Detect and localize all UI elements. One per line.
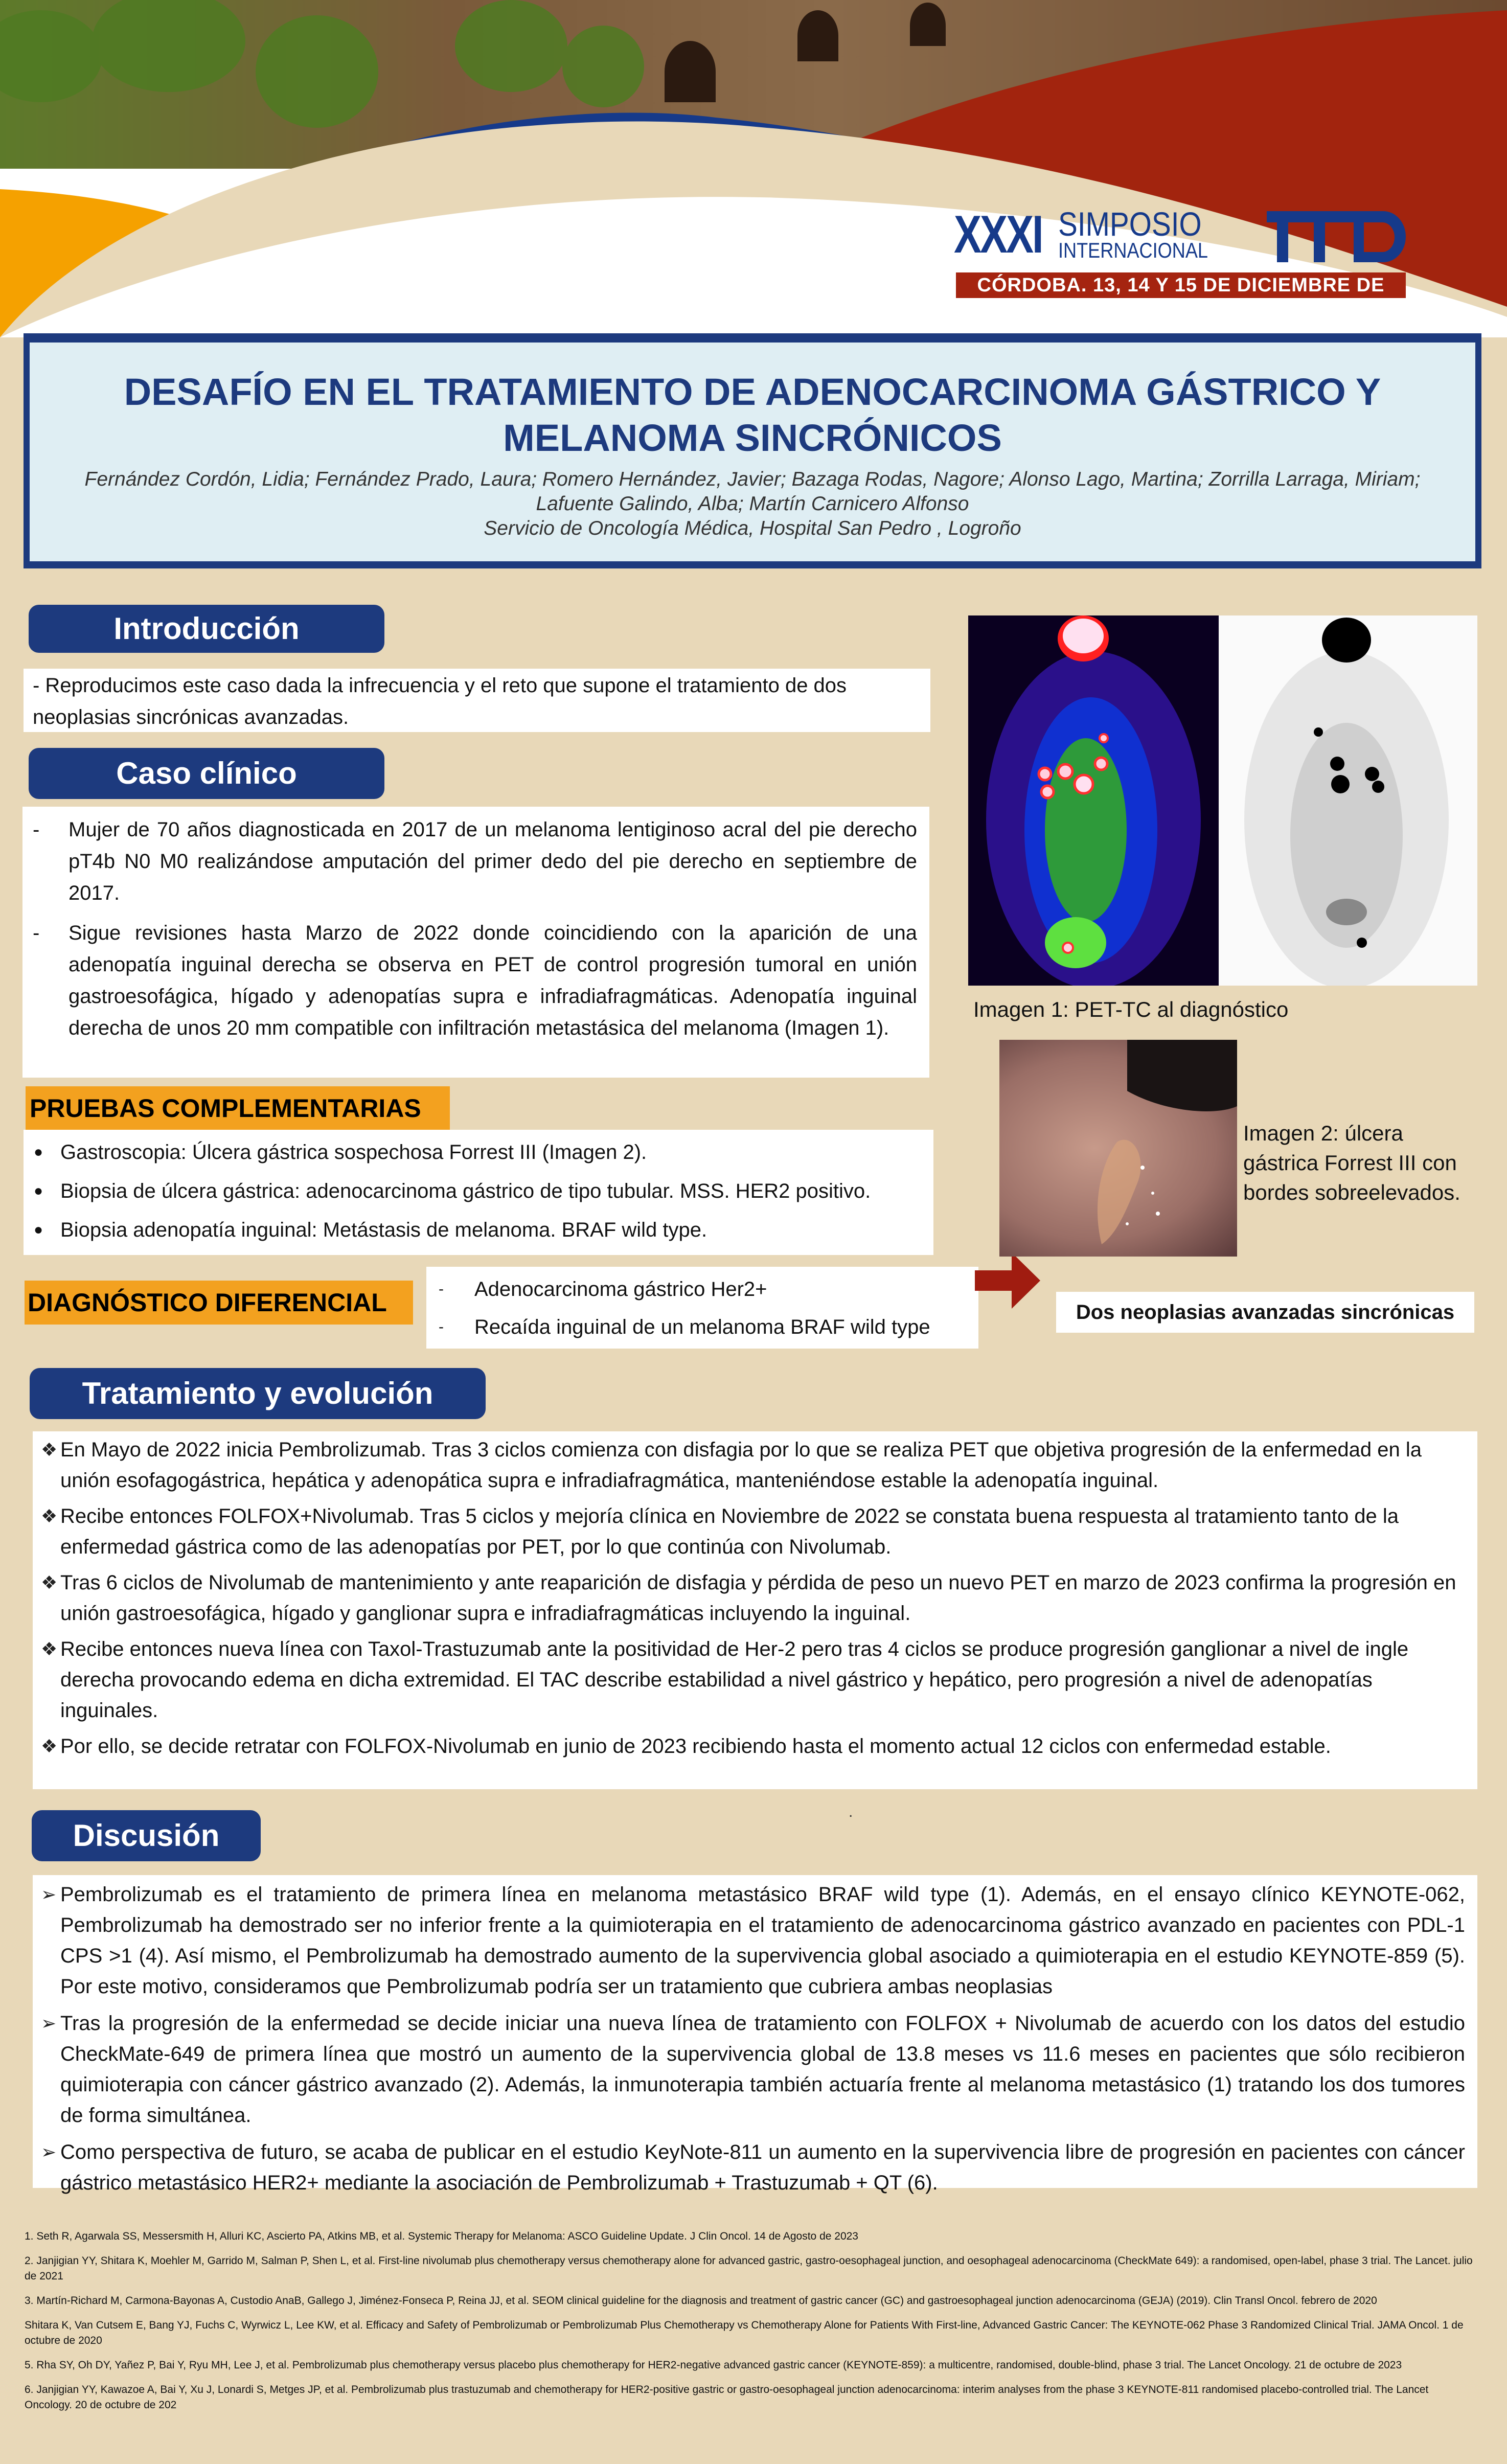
arrowhead-bullet-icon: ➢: [41, 2141, 57, 2162]
dash-marker: -: [439, 1281, 444, 1297]
authors: Fernández Cordón, Lidia; Fernández Prado, Laura; Romero Hernández, Javier; Bazaga Rodas, Nagore; Alonso Lago, Martina; Zorrilla Larraga, Miriam; Lafuente Galindo, Alba; Martín Carnicero Alfonso: [84, 468, 1421, 515]
bullet-icon: ●: [34, 1182, 43, 1199]
introduccion-text: - Reproducimos este caso dada la infrecuencia y el reto que supone el tratamiento de dos neoplasias sincrónicas avanzadas.: [33, 674, 847, 728]
pruebas-item: [34, 1137, 926, 1168]
stray-mark: .: [849, 1804, 853, 1820]
diagnostico-conclusion: Dos neoplasias avanzadas sincrónicas: [1056, 1292, 1474, 1333]
diagnostico-heading: DIAGNÓSTICO DIFERENCIAL: [25, 1281, 413, 1325]
bullet-icon: ●: [34, 1221, 43, 1238]
section-heading-introduccion: Introducción: [29, 605, 384, 653]
tratamiento-item: [41, 1731, 1470, 1762]
caso-item: [33, 917, 917, 1044]
diamond-bullet-icon: ❖: [41, 1638, 58, 1659]
caso-item-text: Sigue revisiones hasta Marzo de 2022 donde coincidiendo con la aparición de una adenopatía inguinal derecha se observa en PET de control progresión tumoral en unión gastroesofágica, hígado y adenopatías supra e infradiafragmáticas. Adenopatía inguinal derecha de unos 20 mm compatible con infiltración metastásica del melanoma (Imagen 1).: [68, 922, 917, 1039]
logo-line2: INTERNACIONAL: [1058, 238, 1208, 262]
tratamiento-item: [41, 1501, 1470, 1562]
caso-clinico-box: [22, 807, 929, 1078]
discusion-item: [41, 2008, 1465, 2131]
pet-color-image: [968, 615, 1219, 986]
endoscopy-scan: [999, 1040, 1237, 1257]
image1-caption: Imagen 1: PET-TC al diagnóstico: [973, 997, 1289, 1021]
arrow-right-icon: [975, 1247, 1041, 1314]
pruebas-heading: PRUEBAS COMPLEMENTARIAS: [26, 1086, 450, 1130]
discusion-box: [33, 1875, 1477, 2194]
logo-numeral: XXXI: [954, 205, 1042, 264]
symposium-logo: [954, 202, 1414, 322]
tratamiento-item: [41, 1634, 1470, 1726]
diamond-bullet-icon: ❖: [41, 1736, 58, 1756]
diamond-bullet-icon: ❖: [41, 1439, 58, 1460]
discusion-item-text: Como perspectiva de futuro, se acaba de publicar en el estudio KeyNote-811 un aumento en la supervivencia libre de progresión en pacientes con cáncer gástrico metastásico HER2+ mediante la asociación de Pembrolizumab + Trastuzumab + QT (6).: [60, 2141, 1465, 2194]
diamond-bullet-icon: ❖: [41, 1572, 58, 1593]
dash-marker: -: [33, 922, 40, 944]
tratamiento-item-text: Tras 6 ciclos de Nivolumab de mantenimiento y ante reaparición de disfagia y pérdida de peso un nuevo PET en marzo de 2023 confirma la progresión en unión gastroesofágica, hígado y ganglionar supra e infradiafragmáticas incluyendo la inguinal.: [60, 1571, 1456, 1625]
pet-grayscale-image: [1219, 615, 1477, 986]
reference-item: 5. Rha SY, Oh DY, Yañez P, Bai Y, Ryu MH, Lee J, et al. Pembrolizumab plus chemotherapy versus placebo plus chemotherapy for HER2-negative advanced gastric cancer (KEYNOTE-859): a multicentre, randomised, double-blind, phase 3 trial. The Lancet Oncology. 21 de octubre de 2023: [25, 2359, 1402, 2371]
pruebas-item: [34, 1176, 926, 1206]
arrowhead-bullet-icon: ➢: [41, 1884, 57, 1905]
reference-item: 3. Martín-Richard M, Carmona-Bayonas A, Custodio AnaB, Gallego J, Jiménez-Fonseca P, Reina JJ, et al. SEOM clinical guideline for the diagnosis and treatment of gastric cancer (GC) and gastroesophageal junction adenocarcinoma (GEJA) (2019). Clin Transl Oncol. febrero de 2020: [25, 2295, 1377, 2307]
dash-marker: -: [33, 818, 40, 841]
pruebas-item-text: Gastroscopia: Úlcera gástrica sospechosa Forrest III (Imagen 2).: [60, 1141, 647, 1163]
pet-grayscale-scan: [1219, 615, 1477, 986]
introduccion-box: [24, 669, 930, 732]
poster-header: [0, 0, 1507, 337]
bullet-icon: ●: [34, 1144, 43, 1160]
tratamiento-item-text: Por ello, se decide retratar con FOLFOX-Nivolumab en junio de 2023 recibiendo hasta el momento actual 12 ciclos con enfermedad estable.: [60, 1735, 1331, 1758]
tratamiento-item-text: Recibe entonces nueva línea con Taxol-Trastuzumab ante la positividad de Her-2 pero tras 4 ciclos se produce progresión ganglionar a nivel de ingle derecha provocando edema en dicha extremidad. El TAC describe estabilidad a nivel gástrico y hepático, pero progresión a nivel de adenopatías inguinales.: [60, 1638, 1409, 1722]
references-list: [25, 2229, 1476, 2422]
ttd-logo-mark: [1267, 211, 1408, 262]
diagnostico-item-text: Recaída inguinal de un melanoma BRAF wild type: [474, 1316, 930, 1338]
dash-marker: -: [439, 1318, 444, 1335]
diagnostico-item: [439, 1312, 978, 1342]
pruebas-item-text: Biopsia adenopatía inguinal: Metástasis de melanoma. BRAF wild type.: [60, 1219, 707, 1241]
discusion-item-text: Pembrolizumab es el tratamiento de primera línea en melanoma metastásico BRAF wild type (1). Además, en el ensayo clínico KEYNOTE-062, Pembrolizumab ha demostrado ser no inferior frente a la quimioterapia en el tratamiento de adenocarcinoma gástrico avanzado en pacientes con PDL-1 CPS >1 (4). Así mismo, el Pembrolizumab ha demostrado aumento de la supervivencia global asociado a quimioterapia en el estudio KEYNOTE-859 (5). Por este motivo, consideramos que Pembrolizumab podría ser un tratamiento que cubriera ambas neoplasias: [60, 1883, 1465, 1998]
title-box-inner: [30, 343, 1475, 561]
tratamiento-item-text: Recibe entonces FOLFOX+Nivolumab. Tras 5 ciclos y mejoría clínica en Noviembre de 2022 se constata buena respuesta al tratamiento tanto de la enfermedad gástrica como de las adenopatías por PET, por lo que continúa con Nivolumab.: [60, 1505, 1399, 1558]
reference-item: 6. Janjigian YY, Kawazoe A, Bai Y, Xu J, Lonardi S, Metges JP, et al. Pembrolizumab plus trastuzumab and chemotherapy for HER2-positive gastric or gastro-oesophageal junction adenocarcinoma: interim analyses from the phase 3 KEYNOTE-811 randomised placebo-controlled trial. The Lancet Oncology. 20 de octubre de 202: [25, 2384, 1429, 2411]
pruebas-item: [34, 1215, 926, 1245]
section-heading-discusion: Discusión: [32, 1810, 261, 1861]
caso-item-text: Mujer de 70 años diagnosticada en 2017 de un melanoma lentiginoso acral del pie derecho pT4b N0 M0 realizándose amputación del primer dedo del pie derecho en septiembre de 2017.: [68, 818, 917, 904]
poster-title: DESAFÍO EN EL TRATAMIENTO DE ADENOCARCINOMA GÁSTRICO Y MELANOMA SINCRÓNICOS: [124, 371, 1381, 459]
reference-item: 2. Janjigian YY, Shitara K, Moehler M, Garrido M, Salman P, Shen L, et al. First-line nivolumab plus chemotherapy versus chemotherapy alone for advanced gastric, gastro-oesophageal junction, and oesophageal adenocarcinoma (CheckMate 649): a randomised, open-label, phase 3 trial. The Lancet. julio de 2021: [25, 2255, 1473, 2282]
image2-caption: Imagen 2: úlcera gástrica Forrest III con bordes sobreelevados.: [1243, 1121, 1460, 1204]
section-heading-caso-clinico: Caso clínico: [29, 748, 384, 799]
logo-line1: SIMPOSIO: [1058, 205, 1202, 243]
diagnostico-item: [439, 1274, 978, 1305]
pruebas-item-text: Biopsia de úlcera gástrica: adenocarcinoma gástrico de tipo tubular. MSS. HER2 positivo.: [60, 1180, 871, 1202]
diagnostico-box: [426, 1267, 978, 1349]
tratamiento-item: [41, 1567, 1470, 1629]
title-box: [24, 333, 1481, 568]
tratamiento-item-text: En Mayo de 2022 inicia Pembrolizumab. Tras 3 ciclos comienza con disfagia por lo que se realiza PET que objetiva progresión de la enfermedad en la unión esofagogástrica, hepática y adenopática supra e infradiafragmática, manteniéndose estable la adenopatía inguinal.: [60, 1439, 1422, 1492]
reference-item: Shitara K, Van Cutsem E, Bang YJ, Fuchs C, Wyrwicz L, Lee KW, et al. Efficacy and Safety of Pembrolizumab or Pembrolizumab Plus Chemotherapy vs Chemotherapy Alone for Patients With First-line, Advanced Gastric Cancer: The KEYNOTE-062 Phase 3 Randomized Clinical Trial. JAMA Oncol. 1 de octubre de 2020: [25, 2319, 1464, 2346]
diamond-bullet-icon: ❖: [41, 1505, 58, 1526]
endoscopy-image: [999, 1040, 1237, 1257]
date-banner: CÓRDOBA. 13, 14 Y 15 DE DICIEMBRE DE 2023: [956, 272, 1406, 298]
caso-item: [33, 814, 917, 909]
arrowhead-bullet-icon: ➢: [41, 2013, 57, 2034]
reference-item: 1. Seth R, Agarwala SS, Messersmith H, Alluri KC, Ascierto PA, Atkins MB, et al. Systemic Therapy for Melanoma: ASCO Guideline Update. J Clin Oncol. 14 de Agosto de 2023: [25, 2230, 858, 2242]
diagnostico-item-text: Adenocarcinoma gástrico Her2+: [474, 1278, 767, 1301]
discusion-item-text: Tras la progresión de la enfermedad se decide iniciar una nueva línea de tratamiento con FOLFOX + Nivolumab de acuerdo con los datos del estudio CheckMate-649 de primera línea que mostró un aumento de la supervivencia global de 13.8 meses vs 11.6 meses en pacientes que sólo recibieron quimioterapia con cáncer gástrico avanzado (2). Además, la inmunoterapia también actuaría frente al melanoma metastásico (1) tratando los dos tumores de forma simultánea.: [60, 2012, 1465, 2127]
affiliation: Servicio de Oncología Médica, Hospital San Pedro , Logroño: [484, 517, 1021, 539]
pruebas-box: [24, 1130, 933, 1255]
section-heading-tratamiento: Tratamiento y evolución: [30, 1368, 486, 1419]
discusion-item: [41, 2137, 1465, 2198]
tratamiento-item: [41, 1434, 1470, 1496]
tratamiento-box: [33, 1431, 1477, 1789]
pet-color-scan: [968, 615, 1219, 986]
discusion-item: [41, 1879, 1465, 2002]
